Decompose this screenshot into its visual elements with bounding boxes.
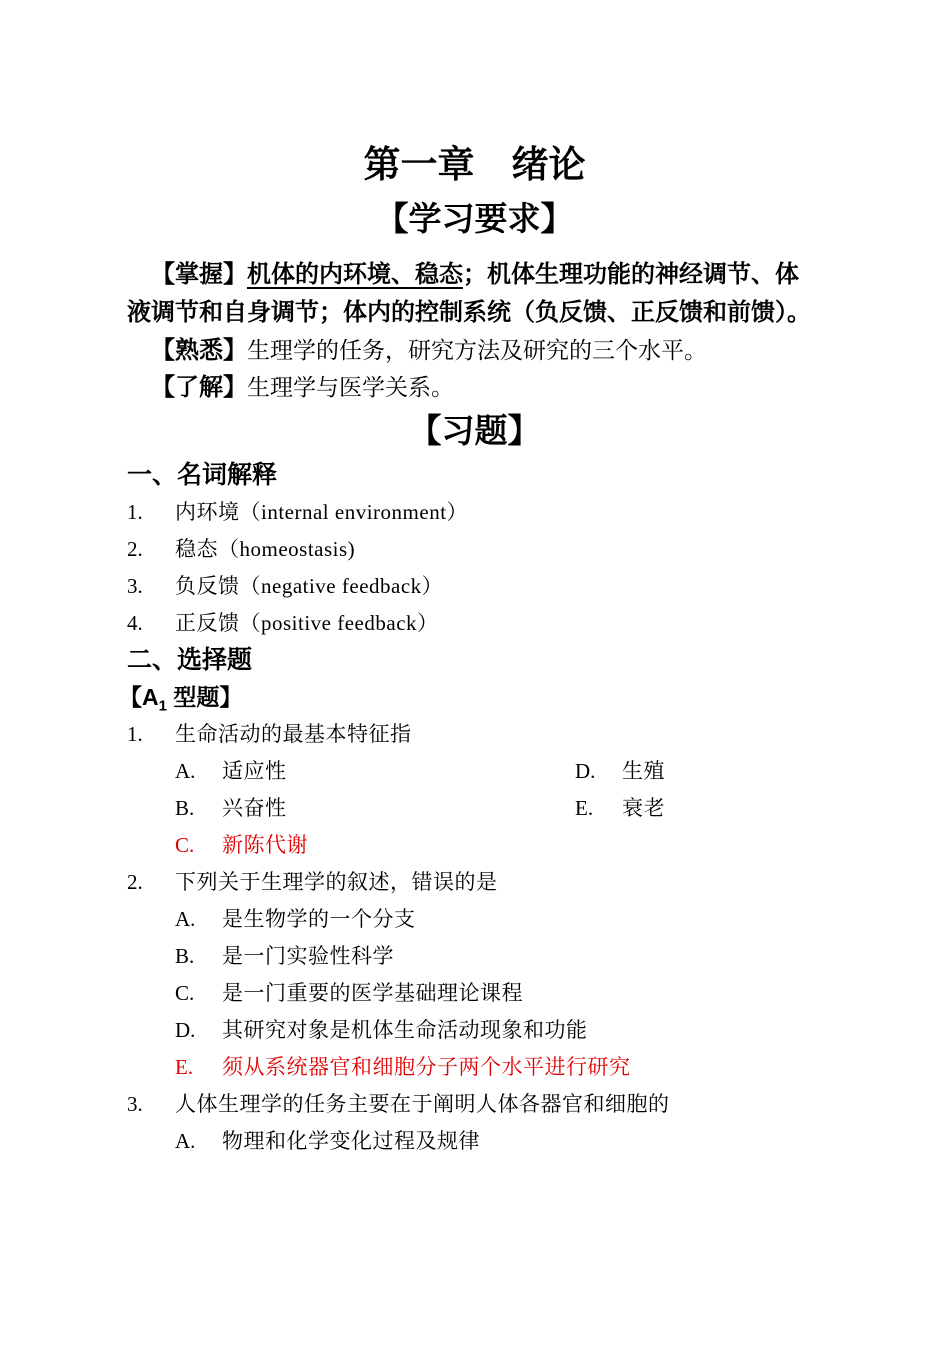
option-label: C. bbox=[175, 833, 195, 857]
term-item bbox=[127, 568, 822, 605]
term-item-text: 正反馈（positive feedback） bbox=[175, 611, 439, 635]
question-number: 1. bbox=[127, 722, 143, 746]
option-text: 是生物学的一个分支 bbox=[222, 907, 416, 931]
option-c-answer bbox=[175, 827, 822, 864]
option-label: D. bbox=[575, 759, 596, 783]
option-e bbox=[575, 790, 665, 827]
option-label: A. bbox=[175, 1129, 196, 1153]
question-stem: 生命活动的最基本特征指 bbox=[175, 722, 412, 746]
option-text: 新陈代谢 bbox=[222, 833, 308, 857]
requirement-grasp bbox=[127, 256, 822, 332]
question-stem: 人体生理学的任务主要在于阐明人体各器官和细胞的 bbox=[175, 1092, 670, 1116]
grasp-rest-text: ；机体生理功能的神经调节、体液调节和自身调节；体内的控制系统（负反馈、正反馈和前馈）。 bbox=[127, 261, 811, 326]
option-label: A. bbox=[175, 759, 196, 783]
chapter-title: 第一章 绪论 bbox=[363, 144, 586, 185]
option-e-answer bbox=[175, 1049, 822, 1086]
option-text: 其研究对象是机体生命活动现象和功能 bbox=[222, 1018, 588, 1042]
term-item-number: 4. bbox=[127, 611, 143, 635]
exercises-heading: 【习题】 bbox=[408, 412, 541, 449]
requirement-understand bbox=[127, 369, 822, 406]
question-number: 3. bbox=[127, 1092, 143, 1116]
question-number: 2. bbox=[127, 870, 143, 894]
option-text: 衰老 bbox=[622, 796, 665, 820]
term-item-number: 2. bbox=[127, 537, 143, 561]
grasp-label: 【掌握】 bbox=[151, 261, 247, 288]
option-label: D. bbox=[175, 1018, 196, 1042]
option-label: A. bbox=[175, 907, 196, 931]
option-a bbox=[175, 901, 822, 938]
term-item-number: 3. bbox=[127, 574, 143, 598]
section-terms-heading: 一、名词解释 bbox=[127, 461, 278, 489]
requirement-familiar bbox=[127, 332, 822, 369]
option-text: 须从系统器官和细胞分子两个水平进行研究 bbox=[222, 1055, 631, 1079]
question-type-heading bbox=[119, 679, 822, 716]
question-1-options bbox=[127, 753, 822, 864]
option-label: E. bbox=[575, 796, 594, 820]
option-row bbox=[175, 790, 822, 827]
option-text: 是一门重要的医学基础理论课程 bbox=[222, 981, 523, 1005]
question-stem: 下列关于生理学的叙述，错误的是 bbox=[175, 870, 498, 894]
option-text: 物理和化学变化过程及规律 bbox=[222, 1129, 480, 1153]
option-label: B. bbox=[175, 796, 195, 820]
familiar-text: 生理学的任务，研究方法及研究的三个水平。 bbox=[247, 338, 707, 363]
option-text: 生殖 bbox=[622, 759, 665, 783]
option-b bbox=[175, 938, 822, 975]
option-label: E. bbox=[175, 1055, 194, 1079]
term-item bbox=[127, 531, 822, 568]
option-label: B. bbox=[175, 944, 195, 968]
option-b bbox=[175, 790, 575, 827]
term-item bbox=[127, 605, 822, 642]
option-row bbox=[175, 753, 822, 790]
grasp-underlined-terms: 机体的内环境、稳态 bbox=[247, 261, 463, 288]
option-text: 兴奋性 bbox=[222, 796, 287, 820]
question-2 bbox=[127, 864, 822, 901]
type-heading-pre: 【A bbox=[119, 684, 159, 710]
understand-label: 【了解】 bbox=[151, 374, 247, 401]
question-2-options bbox=[127, 901, 822, 1086]
section-choice-heading: 二、选择题 bbox=[127, 646, 253, 674]
understand-text: 生理学与医学关系。 bbox=[247, 375, 454, 400]
type-heading-post: 型题】 bbox=[166, 684, 243, 710]
term-item-number: 1. bbox=[127, 500, 143, 524]
question-3-options bbox=[127, 1123, 822, 1160]
option-a bbox=[175, 753, 575, 790]
option-d bbox=[575, 753, 665, 790]
term-item-text: 负反馈（negative feedback） bbox=[175, 574, 444, 598]
option-label: C. bbox=[175, 981, 195, 1005]
option-c bbox=[175, 975, 822, 1012]
familiar-label: 【熟悉】 bbox=[151, 337, 247, 364]
option-text: 是一门实验性科学 bbox=[222, 944, 394, 968]
term-item-text: 内环境（internal environment） bbox=[175, 500, 469, 524]
term-item bbox=[127, 494, 822, 531]
learning-requirements-heading: 【学习要求】 bbox=[375, 200, 574, 237]
option-d bbox=[175, 1012, 822, 1049]
option-text: 适应性 bbox=[222, 759, 287, 783]
question-3 bbox=[127, 1086, 822, 1123]
type-heading-subscript: 1 bbox=[158, 697, 167, 715]
option-a bbox=[175, 1123, 822, 1160]
question-1 bbox=[127, 716, 822, 753]
term-item-text: 稳态（homeostasis) bbox=[175, 537, 356, 561]
